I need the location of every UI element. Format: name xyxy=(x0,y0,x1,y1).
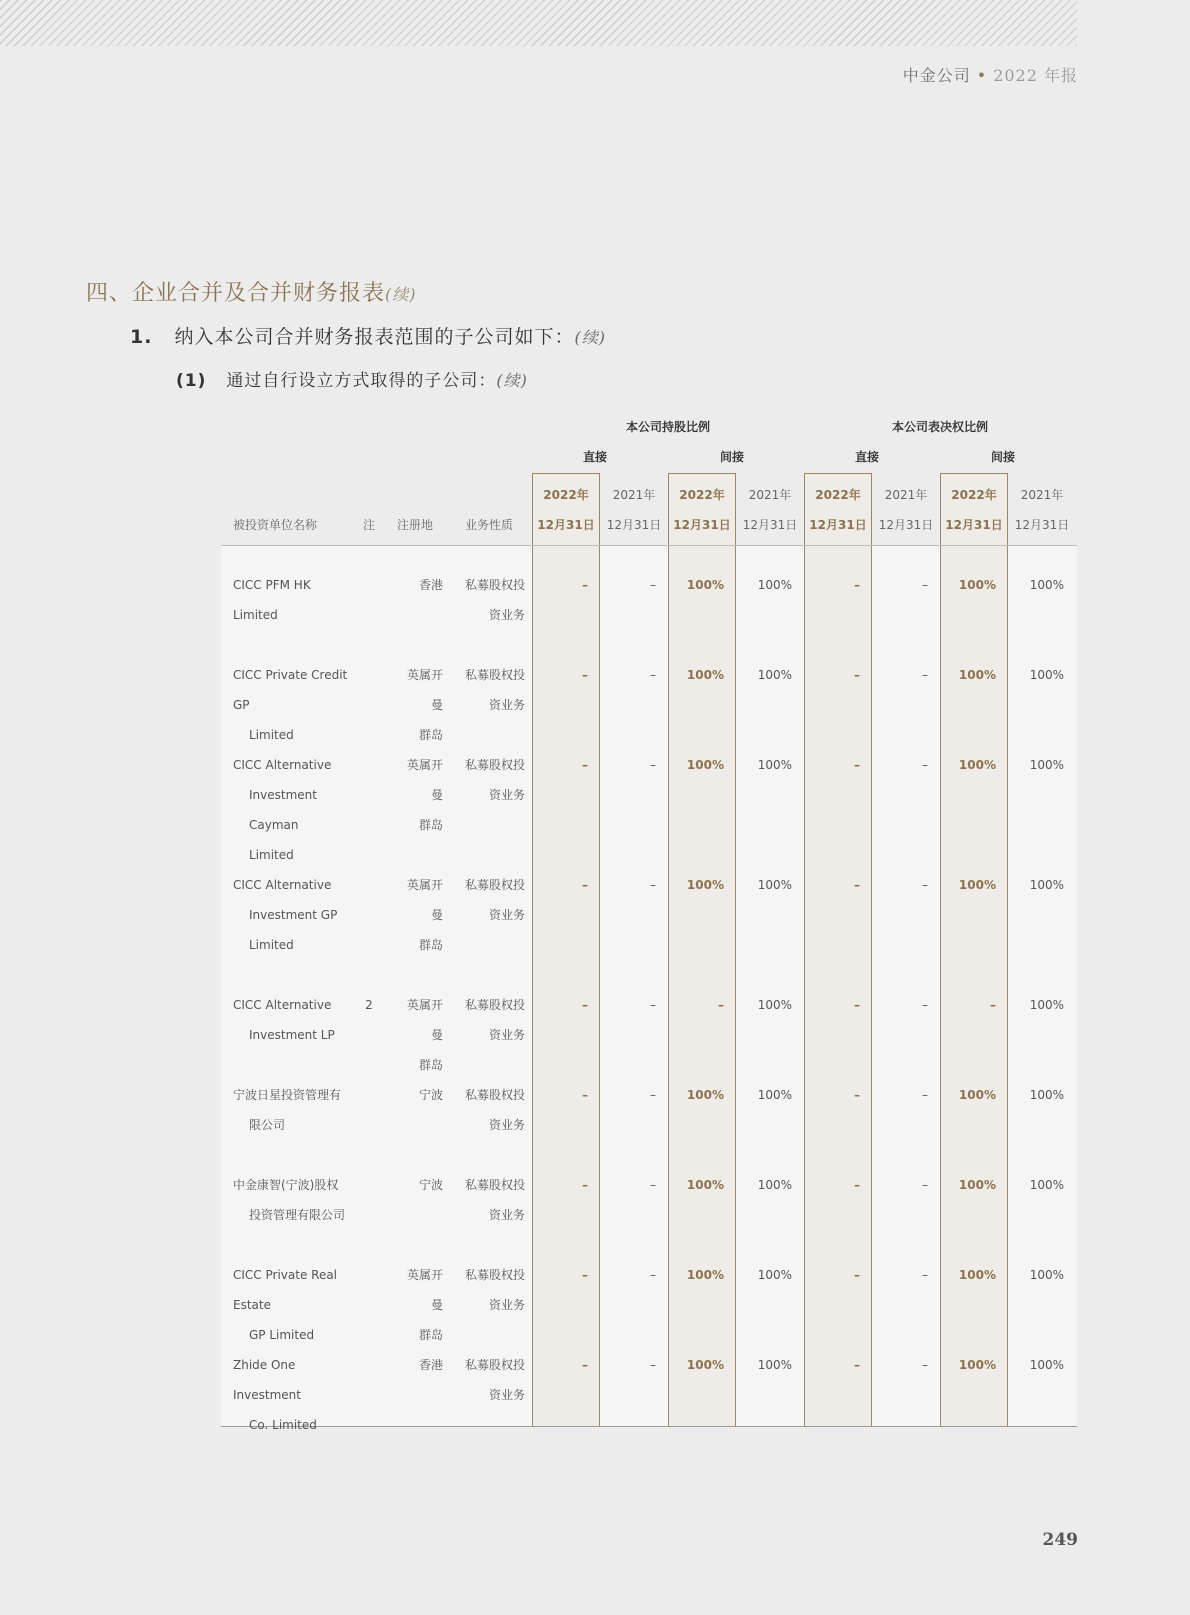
cell-percentage: – xyxy=(854,1358,860,1372)
cell-percentage: – xyxy=(582,1268,588,1282)
cell-percentage: – xyxy=(582,1358,588,1372)
col-header-year: 2022年 xyxy=(543,488,589,502)
cell-percentage: 100% xyxy=(757,878,792,892)
cell-percentage: – xyxy=(650,578,656,592)
cell-percentage: – xyxy=(922,1358,928,1372)
header-rule xyxy=(221,545,1077,546)
cell-registration: 香港 xyxy=(418,578,443,592)
cell-percentage: 100% xyxy=(757,1358,792,1372)
cell-percentage: 100% xyxy=(958,1178,996,1192)
cell-percentage: 100% xyxy=(757,758,792,772)
cell-percentage: – xyxy=(582,878,588,892)
cell-percentage: – xyxy=(854,1088,860,1102)
cell-percentage: – xyxy=(922,1178,928,1192)
col-header-year: 2021年 xyxy=(612,488,656,502)
cell-registration: 英属开曼 群岛 xyxy=(406,1268,443,1342)
col-header-name: 被投资单位名称 xyxy=(233,518,318,532)
cell-business: 私募股权投 资业务 xyxy=(465,578,526,622)
cell-percentage: – xyxy=(650,1268,656,1282)
cell-company-name: CICC PFM HK Limited xyxy=(233,578,311,622)
running-header xyxy=(903,63,1078,86)
col-header-date: 12月31日 xyxy=(606,518,662,532)
col-header-date: 12月31日 xyxy=(809,518,867,532)
cell-percentage: 100% xyxy=(757,1178,792,1192)
subgroup-direct: 直接 xyxy=(854,450,880,464)
cell-percentage: – xyxy=(582,1178,588,1192)
cell-percentage: – xyxy=(650,1358,656,1372)
col-header-date: 12月31日 xyxy=(878,518,934,532)
cell-company-name: CICC Alternative Investment Cayman Limited xyxy=(233,758,332,862)
cell-percentage: 100% xyxy=(686,878,724,892)
cell-company-name: CICC Alternative Investment LP xyxy=(233,998,335,1042)
group-header-voting: 本公司表决权比例 xyxy=(891,420,989,434)
continued-label: (续) xyxy=(574,328,606,347)
cell-percentage: – xyxy=(582,1088,588,1102)
cell-percentage: – xyxy=(582,668,588,682)
cell-business: 私募股权投 资业务 xyxy=(465,1088,526,1132)
cell-percentage: 100% xyxy=(1029,998,1064,1012)
col-header-date: 12月31日 xyxy=(1014,518,1070,532)
cell-percentage: 100% xyxy=(757,578,792,592)
continued-label: (续) xyxy=(385,285,417,304)
cell-registration: 英属开曼 群岛 xyxy=(406,668,443,742)
cell-percentage: 100% xyxy=(686,1088,724,1102)
cell-percentage: – xyxy=(922,1268,928,1282)
cell-percentage: – xyxy=(854,668,860,682)
cell-business: 私募股权投 资业务 xyxy=(465,1268,526,1312)
cell-percentage: 100% xyxy=(686,1178,724,1192)
cell-percentage: – xyxy=(650,758,656,772)
cell-percentage: – xyxy=(854,578,860,592)
cell-company-name: Zhide One Investment Co. Limited xyxy=(233,1358,317,1432)
company-name: 中金公司 xyxy=(902,66,971,85)
separator-dot: • xyxy=(976,66,988,85)
col-header-year: 2022年 xyxy=(951,488,997,502)
cell-registration: 宁波 xyxy=(418,1088,443,1102)
cell-percentage: – xyxy=(650,1088,656,1102)
cell-percentage: 100% xyxy=(958,1358,996,1372)
col-header-date: 12月31日 xyxy=(742,518,798,532)
cell-percentage: – xyxy=(922,1088,928,1102)
cell-percentage: 100% xyxy=(1029,578,1064,592)
cell-percentage: – xyxy=(582,998,588,1012)
subgroup-indirect: 间接 xyxy=(990,450,1016,464)
cell-percentage: – xyxy=(854,998,860,1012)
subsubsection-title xyxy=(176,366,528,391)
report-name: 2022 年报 xyxy=(993,66,1078,85)
col-header-year: 2022年 xyxy=(815,488,861,502)
cell-percentage: 100% xyxy=(1029,1358,1064,1372)
cell-percentage: – xyxy=(582,578,588,592)
subsection-text: 纳入本公司合并财务报表范围的子公司如下： xyxy=(174,326,575,348)
cell-percentage: 100% xyxy=(958,758,996,772)
cell-percentage: 100% xyxy=(1029,1268,1064,1282)
cell-percentage: 100% xyxy=(958,1268,996,1282)
cell-percentage: – xyxy=(854,878,860,892)
cell-percentage: – xyxy=(922,878,928,892)
cell-percentage: 100% xyxy=(958,668,996,682)
cell-registration: 香港 xyxy=(418,1358,443,1372)
cell-percentage: – xyxy=(582,758,588,772)
subsubsection-text: 通过自行设立方式取得的子公司： xyxy=(226,371,497,391)
cell-business: 私募股权投 资业务 xyxy=(465,1358,526,1402)
group-header-holding: 本公司持股比例 xyxy=(625,420,711,434)
cell-registration: 英属开曼 群岛 xyxy=(406,758,443,832)
cell-percentage: – xyxy=(922,668,928,682)
subsection-number: 1. xyxy=(130,326,153,348)
cell-company-name: CICC Private Credit GP Limited xyxy=(233,668,348,742)
cell-registration: 英属开曼 群岛 xyxy=(406,998,443,1072)
cell-percentage: – xyxy=(922,578,928,592)
subgroup-direct: 直接 xyxy=(582,450,608,464)
cell-percentage: 100% xyxy=(757,1088,792,1102)
header-hatch-band xyxy=(0,0,1077,46)
col-header-year: 2021年 xyxy=(884,488,928,502)
col-header-year: 2022年 xyxy=(679,488,725,502)
subsection-title xyxy=(130,322,606,349)
col-header-date: 12月31日 xyxy=(537,518,595,532)
cell-percentage: – xyxy=(650,998,656,1012)
cell-percentage: 100% xyxy=(686,758,724,772)
cell-percentage: 100% xyxy=(686,668,724,682)
cell-company-name: 宁波日星投资管理有 限公司 xyxy=(233,1088,342,1132)
cell-percentage: – xyxy=(922,758,928,772)
section-title xyxy=(86,276,417,307)
cell-percentage: 100% xyxy=(686,1358,724,1372)
cell-note: 2 xyxy=(365,998,373,1012)
cell-percentage: – xyxy=(650,668,656,682)
col-header-reg: 注册地 xyxy=(397,518,434,532)
cell-percentage: 100% xyxy=(958,578,996,592)
col-header-note: 注 xyxy=(363,518,376,532)
cell-percentage: – xyxy=(990,998,996,1012)
cell-percentage: 100% xyxy=(1029,878,1064,892)
cell-percentage: 100% xyxy=(1029,758,1064,772)
cell-percentage: – xyxy=(854,1178,860,1192)
section-title-text: 四、企业合并及合并财务报表 xyxy=(86,281,386,306)
col-header-year: 2021年 xyxy=(748,488,792,502)
cell-percentage: – xyxy=(650,1178,656,1192)
cell-registration: 英属开曼 群岛 xyxy=(406,878,443,952)
cell-percentage: 100% xyxy=(1029,1178,1064,1192)
cell-percentage: 100% xyxy=(757,1268,792,1282)
subsubsection-number: (1) xyxy=(176,371,207,391)
cell-percentage: 100% xyxy=(757,998,792,1012)
cell-percentage: 100% xyxy=(686,1268,724,1282)
cell-percentage: – xyxy=(854,758,860,772)
col-header-date: 12月31日 xyxy=(673,518,731,532)
cell-business: 私募股权投 资业务 xyxy=(465,998,526,1042)
cell-percentage: 100% xyxy=(958,878,996,892)
col-header-year: 2021年 xyxy=(1020,488,1064,502)
cell-company-name: CICC Private Real Estate GP Limited xyxy=(233,1268,338,1342)
cell-percentage: 100% xyxy=(757,668,792,682)
cell-company-name: 中金康智(宁波)股权 投资管理有限公司 xyxy=(233,1178,346,1222)
cell-business: 私募股权投 资业务 xyxy=(465,668,526,712)
col-header-biz: 业务性质 xyxy=(465,518,514,532)
cell-business: 私募股权投 资业务 xyxy=(465,758,526,802)
cell-company-name: CICC Alternative Investment GP Limited xyxy=(233,878,338,952)
cell-percentage: 100% xyxy=(1029,668,1064,682)
subgroup-indirect: 间接 xyxy=(719,450,745,464)
col-header-date: 12月31日 xyxy=(945,518,1003,532)
continued-label: (续) xyxy=(496,371,528,390)
cell-percentage: 100% xyxy=(958,1088,996,1102)
page-number: 249 xyxy=(1042,1530,1078,1550)
cell-percentage: 100% xyxy=(1029,1088,1064,1102)
cell-percentage: – xyxy=(922,998,928,1012)
cell-business: 私募股权投 资业务 xyxy=(465,1178,526,1222)
cell-percentage: 100% xyxy=(686,578,724,592)
cell-percentage: – xyxy=(854,1268,860,1282)
cell-registration: 宁波 xyxy=(418,1178,443,1192)
cell-percentage: – xyxy=(718,998,724,1012)
cell-business: 私募股权投 资业务 xyxy=(465,878,526,922)
cell-percentage: – xyxy=(650,878,656,892)
